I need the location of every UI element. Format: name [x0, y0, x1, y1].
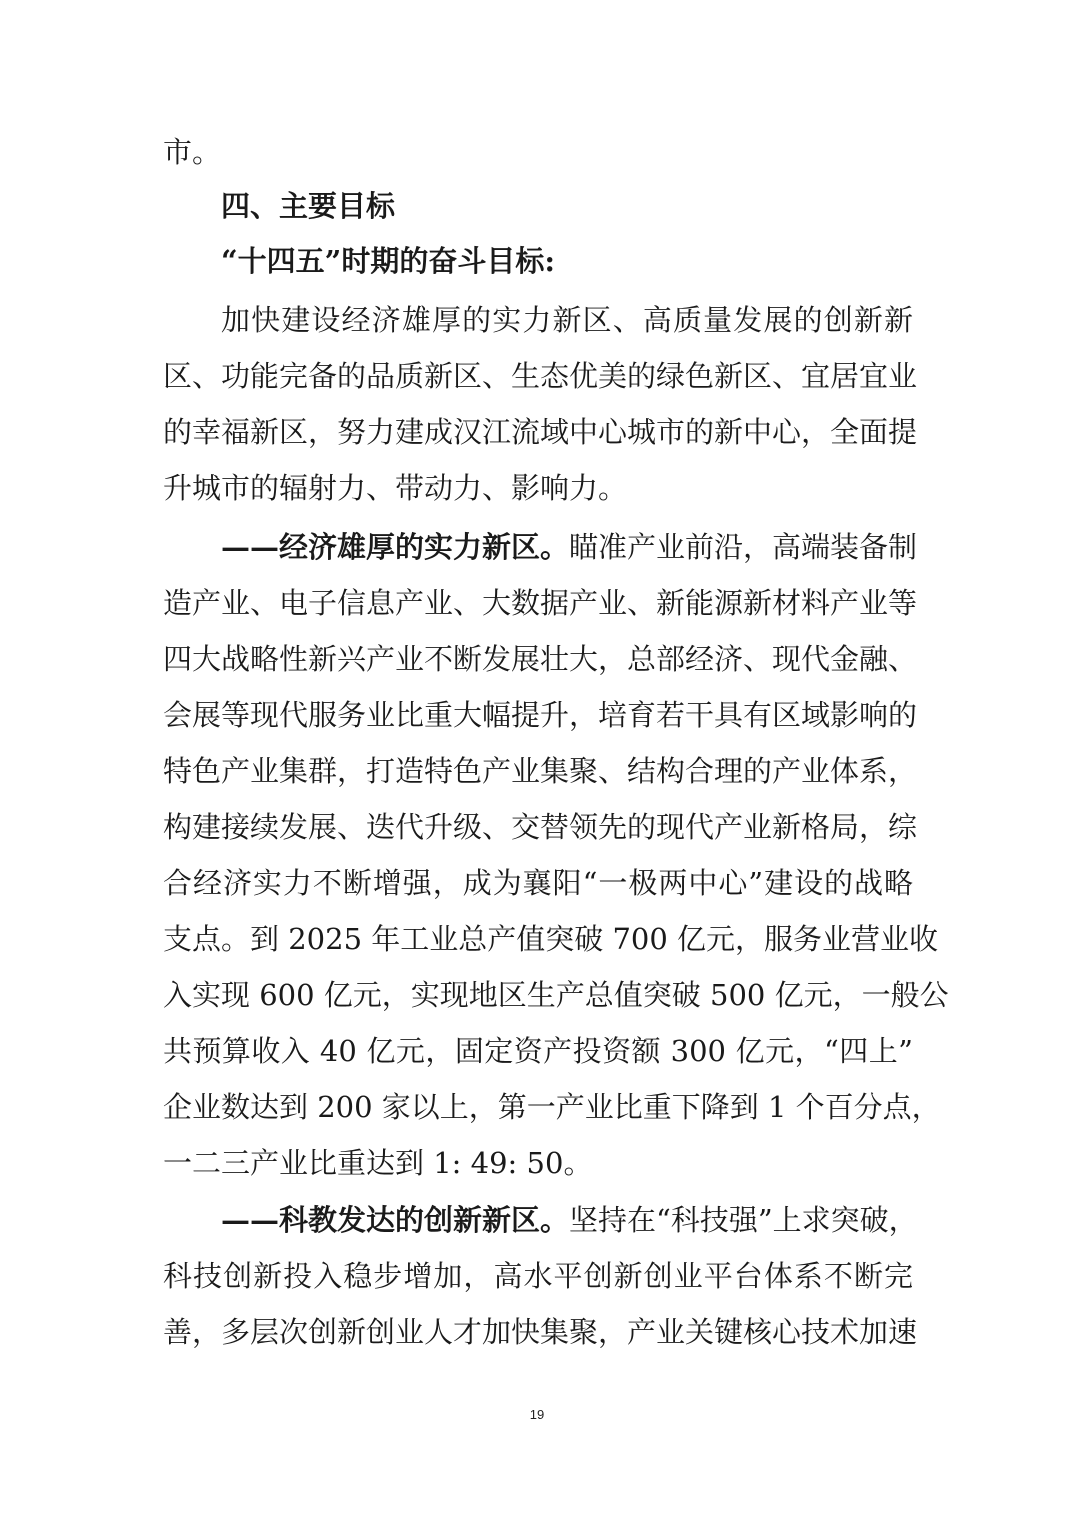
innovation-lead-text: 坚持在“科技强”上求突破，	[569, 1203, 918, 1237]
paragraph-line: 科技创新投入稳步增加，高水平创新创业平台体系不断完	[163, 1259, 913, 1293]
section-heading: 四、主要目标	[221, 189, 396, 223]
paragraph-line: 一二三产业比重达到 1: 49: 50。	[163, 1146, 593, 1180]
paragraph-line: 加快建设经济雄厚的实力新区、高质量发展的创新新	[221, 303, 913, 337]
economy-heading: ——经济雄厚的实力新区。	[221, 530, 570, 564]
paragraph-line: 特色产业集群，打造特色产业集聚、结构合理的产业体系，	[163, 754, 918, 788]
paragraph-line: 企业数达到 200 家以上，第一产业比重下降到 1 个百分点，	[163, 1090, 941, 1124]
paragraph-line: 升城市的辐射力、带动力、影响力。	[163, 471, 628, 505]
paragraph-line: 合经济实力不断增强，成为襄阳“一极两中心”建设的战略	[163, 866, 913, 900]
paragraph-line: 入实现 600 亿元，实现地区生产总值突破 500 亿元，一般公	[163, 978, 949, 1012]
paragraph-line: 造产业、电子信息产业、大数据产业、新能源新材料产业等	[163, 586, 918, 620]
paragraph-line: 会展等现代服务业比重大幅提升，培育若干具有区域影响的	[163, 698, 918, 732]
paragraph-line: 区、功能完备的品质新区、生态优美的绿色新区、宜居宜业	[163, 359, 918, 393]
paragraph-line: 的幸福新区，努力建成汉江流域中心城市的新中心，全面提	[163, 415, 918, 449]
paragraph-line: 构建接续发展、迭代升级、交替领先的现代产业新格局，综	[163, 810, 918, 844]
page-number: 19	[529, 1407, 545, 1422]
paragraph-line: 市。	[163, 135, 222, 169]
paragraph-line-innovation	[221, 1200, 918, 1240]
subsection-heading: “十四五”时期的奋斗目标:	[221, 244, 556, 278]
economy-lead-text: 瞄准产业前沿，高端装备制	[569, 530, 918, 564]
innovation-heading: ——科教发达的创新新区。	[221, 1203, 570, 1237]
paragraph-line-economy	[221, 527, 918, 567]
paragraph-line: 支点。到 2025 年工业总产值突破 700 亿元，服务业营业收	[163, 922, 939, 956]
paragraph-line: 善，多层次创新创业人才加快集聚，产业关键核心技术加速	[163, 1315, 918, 1349]
paragraph-line: 四大战略性新兴产业不断发展壮大，总部经济、现代金融、	[163, 642, 918, 676]
paragraph-line: 共预算收入 40 亿元，固定资产投资额 300 亿元，“四上”	[163, 1034, 913, 1068]
